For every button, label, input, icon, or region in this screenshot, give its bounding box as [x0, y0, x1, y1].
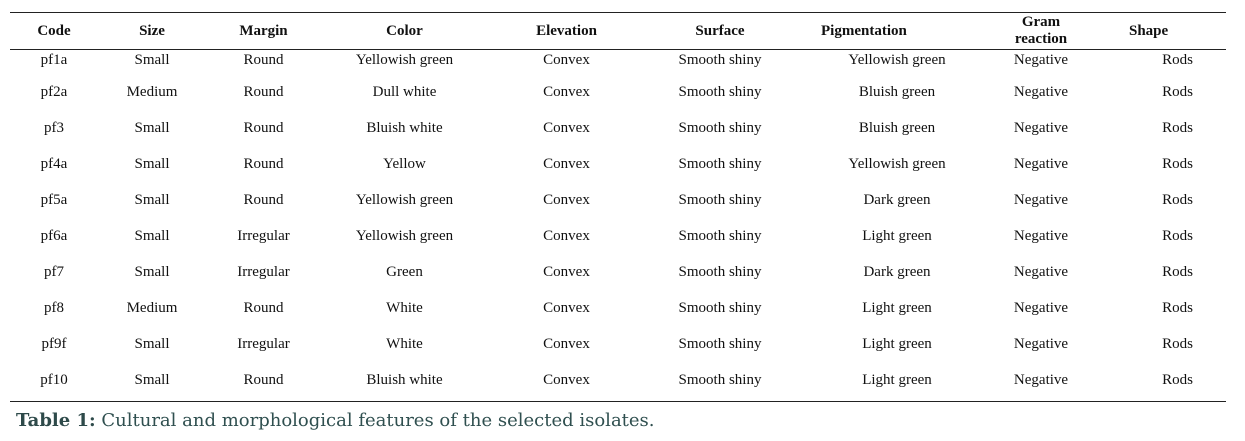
cell-size: Small — [98, 370, 206, 402]
cell-code: pf6a — [40, 228, 68, 244]
cell-gram-reaction: Negative — [1013, 84, 1069, 100]
cell-size: Small — [134, 264, 170, 280]
cell-color: Bluish white — [321, 370, 488, 402]
cell-elevation: Convex — [543, 156, 590, 172]
cell-color: Yellowish green — [355, 192, 454, 208]
table-row — [10, 334, 1226, 370]
header-margin: Margin — [206, 13, 321, 50]
cell-elevation: Convex — [543, 120, 590, 136]
table-row — [10, 82, 1226, 118]
cell-pigmentation: Light green — [795, 370, 975, 402]
cell-gram-reaction: Negative — [1013, 300, 1069, 316]
cell-gram-reaction: Negative — [1013, 264, 1069, 280]
cell-margin: Round — [243, 192, 284, 208]
cell-size: Medium — [126, 84, 178, 100]
cell-shape: Rods — [1162, 120, 1193, 136]
cell-pigmentation: Light green — [862, 228, 932, 244]
cell-gram-reaction: Negative — [975, 370, 1107, 402]
table-row — [10, 370, 1226, 402]
cell-code: pf5a — [40, 192, 68, 208]
cell-code: pf3 — [44, 120, 64, 136]
cell-surface: Smooth shiny — [678, 264, 762, 280]
cell-elevation: Convex — [543, 264, 590, 280]
cell-margin: Irregular — [237, 228, 290, 244]
header-size: Size — [98, 13, 206, 50]
cell-color: Yellowish green — [355, 52, 454, 68]
cell-elevation: Convex — [488, 370, 645, 402]
cell-surface: Smooth shiny — [678, 156, 762, 172]
cell-margin: Round — [243, 120, 284, 136]
cell-pigmentation: Light green — [862, 300, 932, 316]
table-row — [10, 190, 1226, 226]
data-table-container — [10, 12, 1226, 402]
cell-margin: Round — [243, 300, 284, 316]
cell-shape: Rods — [1162, 84, 1193, 100]
cell-shape: Rods — [1162, 264, 1193, 280]
table-body — [10, 50, 1226, 402]
cell-color: White — [386, 336, 423, 352]
cell-surface: Smooth shiny — [678, 52, 762, 68]
cell-surface: Smooth shiny — [678, 300, 762, 316]
cell-size: Small — [134, 192, 170, 208]
cell-surface: Smooth shiny — [678, 120, 762, 136]
cell-margin: Round — [243, 84, 284, 100]
cell-surface: Smooth shiny — [678, 192, 762, 208]
caption-label: Table 1: — [16, 410, 96, 431]
cell-shape: Rods — [1162, 52, 1193, 68]
cell-elevation: Convex — [543, 336, 590, 352]
cell-pigmentation: Bluish green — [858, 84, 936, 100]
cell-size: Small — [134, 120, 170, 136]
cell-code: pf9f — [41, 336, 67, 352]
table-row — [10, 118, 1226, 154]
cell-code: pf2a — [40, 84, 68, 100]
cell-elevation: Convex — [543, 192, 590, 208]
cell-pigmentation: Dark green — [863, 192, 931, 208]
cell-pigmentation: Yellowish green — [848, 52, 946, 68]
isolates-table — [10, 12, 1226, 402]
cell-shape: Rods — [1162, 156, 1193, 172]
cell-margin: Round — [243, 156, 284, 172]
table-caption — [16, 410, 655, 431]
cell-surface: Smooth shiny — [678, 336, 762, 352]
cell-size: Small — [134, 228, 170, 244]
header-code: Code — [10, 13, 98, 50]
table-row — [10, 154, 1226, 190]
cell-code: pf10 — [10, 370, 98, 402]
cell-pigmentation: Dark green — [863, 264, 931, 280]
cell-size: Small — [134, 156, 170, 172]
cell-size: Medium — [126, 300, 178, 316]
cell-color: Green — [386, 264, 423, 280]
header-row — [10, 13, 1226, 50]
cell-shape: Rods — [1107, 370, 1226, 402]
cell-gram-reaction: Negative — [1013, 156, 1069, 172]
cell-elevation: Convex — [543, 52, 590, 68]
cell-code: pf4a — [40, 156, 68, 172]
caption-text: Cultural and morphological features of the selected isolates. — [95, 410, 655, 431]
cell-gram-reaction: Negative — [1013, 228, 1069, 244]
cell-gram-reaction: Negative — [1013, 336, 1069, 352]
cell-surface: Smooth shiny — [645, 370, 795, 402]
cell-margin: Irregular — [237, 336, 290, 352]
header-pigmentation: Pigmentation — [795, 13, 975, 50]
cell-shape: Rods — [1162, 228, 1193, 244]
cell-shape: Rods — [1162, 192, 1193, 208]
cell-elevation: Convex — [543, 84, 590, 100]
cell-code: pf1a — [40, 52, 68, 68]
table-row — [10, 298, 1226, 334]
table-header — [10, 13, 1226, 50]
cell-surface: Smooth shiny — [678, 84, 762, 100]
cell-margin: Round — [243, 52, 284, 68]
cell-gram-reaction: Negative — [1013, 120, 1069, 136]
cell-code: pf7 — [44, 264, 64, 280]
cell-elevation: Convex — [543, 300, 590, 316]
table-row — [10, 226, 1226, 262]
cell-color: Bluish white — [366, 120, 443, 136]
table-row — [10, 50, 1226, 83]
cell-color: White — [386, 300, 423, 316]
cell-gram-reaction: Negative — [1013, 192, 1069, 208]
cell-color: Yellowish green — [355, 228, 454, 244]
cell-margin: Round — [206, 370, 321, 402]
header-elevation: Elevation — [488, 13, 645, 50]
cell-color: Yellow — [383, 156, 426, 172]
cell-shape: Rods — [1162, 300, 1193, 316]
cell-elevation: Convex — [543, 228, 590, 244]
cell-color: Dull white — [372, 84, 437, 100]
cell-margin: Irregular — [237, 264, 290, 280]
header-surface: Surface — [645, 13, 795, 50]
cell-pigmentation: Bluish green — [858, 120, 936, 136]
cell-gram-reaction: Negative — [1013, 52, 1069, 68]
cell-code: pf8 — [44, 300, 64, 316]
header-color: Color — [321, 13, 488, 50]
cell-shape: Rods — [1162, 336, 1193, 352]
cell-pigmentation: Yellowish green — [848, 156, 946, 172]
cell-size: Small — [134, 52, 170, 68]
cell-pigmentation: Light green — [862, 336, 932, 352]
cell-size: Small — [134, 336, 170, 352]
header-shape: Shape — [1107, 13, 1226, 50]
cell-surface: Smooth shiny — [678, 228, 762, 244]
table-row — [10, 262, 1226, 298]
header-gram-reaction: Gram reaction — [975, 13, 1107, 50]
